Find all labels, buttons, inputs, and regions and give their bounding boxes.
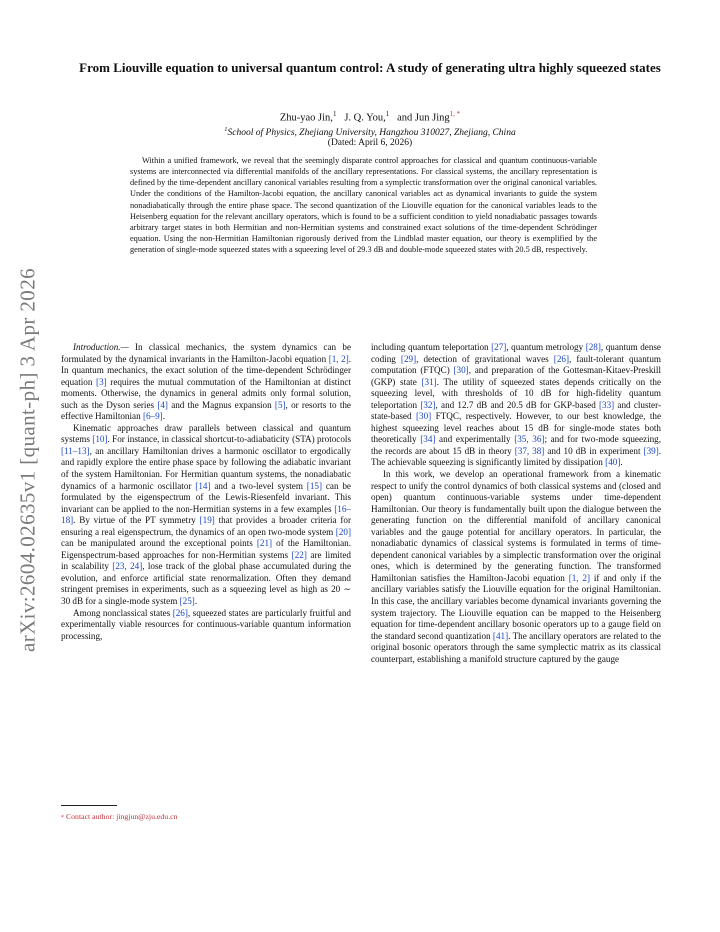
- body-text: and experimentally: [435, 434, 515, 445]
- citation-link[interactable]: [22]: [291, 549, 307, 560]
- body-text: . The ancillary operators are related to the original bosonic operators through the same symplectic matrix as its classical counterpart, establishing a manifold structure captured by the gauge: [371, 630, 661, 664]
- citation-link[interactable]: [6–9]: [142, 411, 163, 422]
- citation-link[interactable]: [39]: [643, 445, 659, 456]
- contact-author-link[interactable]: Contact author: jingjun@zju.edu.cn: [65, 812, 178, 821]
- citation-link[interactable]: [34]: [420, 434, 436, 445]
- paper-title: From Liouville equation to universal quantum control: A study of generating ultra highly squeezed states: [79, 60, 661, 75]
- body-text: .: [194, 596, 198, 607]
- body-text: of the Hamiltonian. Eigenspectrum-based approaches for non-Hermitian systems: [61, 538, 351, 560]
- body-text: . For instance, in classical shortcut-to-adiabaticity (STA) protocols: [107, 434, 352, 445]
- author-affiliation-mark: 1: [332, 110, 337, 118]
- body-text: can be manipulated around the exceptional points: [61, 538, 257, 549]
- body-text: , fault-tolerant quantum computation (FTQC): [371, 353, 661, 376]
- citation-link[interactable]: [32]: [420, 399, 436, 410]
- citation-link[interactable]: [25]: [179, 596, 195, 607]
- body-paragraph: [61, 423, 351, 608]
- body-text: In this work, we develop an operational framework from a kinematic respect to unify the control dynamics of both classical systems and (closed and open) quantum continuous-variable systems under time-dependent Hamiltonian. Our theory is fundamentally built upon the dialogue between the generating function on the differential manifold of ancillary canonical variables and the gauge potential for ancillary operators. In particular, the nonadiabatic dynamics of classical systems is formulated in terms of time-dependent canonical variables by a simplectic transformation over the original ones, which is determined by the generating function. The transformed Hamiltonian satisfies the Hamilton-Jacobi equation: [371, 469, 661, 583]
- body-text: and cluster-state-based: [371, 399, 661, 422]
- citation-link[interactable]: [1, 2]: [328, 353, 349, 364]
- body-text: . The achievable squeezing is significantly limited by dissipation: [371, 445, 662, 468]
- body-text: if and only if the ancillary variables satisfy the Liouville equation for the original Hamiltonian. In this case, the ancillary variables become dynamical invariants governing the system trajectory. The Liouville equation can be mapped to the Heisenberg equation for time-dependent ancillary bosonic operators up to a gauge field on the standard second quantization: [371, 572, 662, 641]
- citation-link[interactable]: [1, 2]: [568, 572, 591, 583]
- body-text: . In quantum mechanics, the exact solution of the time-dependent Schrödinger equation: [61, 353, 352, 387]
- body-text: , an ancillary Hamiltonian drives a harmonic oscillator to ergodically and rapidly explore the entire phase space by following the adiabatic invariant of the system Hamiltonian. For Hermitian quantum systems, the nonadiabatic dynamics of a harmonic oscillator: [61, 445, 351, 491]
- body-text: . By virtue of the PT symmetry: [73, 515, 200, 526]
- citation-link[interactable]: [11–13]: [61, 445, 90, 456]
- body-text: that provides a broader criteria for ensuring a real eigenspectrum, the dynamics of an open two-mode system: [61, 515, 351, 537]
- body-text: FTQC, respectively. However, to our best knowledge, the highest squeezing level reaches about 15 dB for single-mode states both theoretically: [371, 411, 661, 445]
- right-column: [371, 342, 661, 665]
- citation-link[interactable]: [29]: [400, 353, 417, 364]
- citation-link[interactable]: [19]: [199, 515, 215, 526]
- body-text: requires the mutual commutation of the Hamiltonian at distinct moments. Otherwise, the dynamics in general admits only formal solution, such as the Dyson series: [61, 376, 351, 410]
- body-text: , or resorts to the effective Hamiltonian: [61, 399, 351, 422]
- body-text: . The utility of squeezed states depends critically on the squeezing level, with thresholds of 10 dB for high-fidelity quantum teleportation: [371, 376, 661, 410]
- citation-link[interactable]: [3]: [96, 376, 107, 387]
- body-text: , lose track of the global phase accumulated during the evolution, and enforce artificial state renormalization. Often they demand stringent premises in experiments, such as a squeezing level as high as 20 ∼ 30 dB for a single-mode system: [61, 561, 351, 607]
- citation-link[interactable]: [5]: [274, 399, 286, 410]
- footnote-rule: [61, 805, 117, 806]
- citation-link[interactable]: [30]: [416, 411, 432, 422]
- citation-link[interactable]: [27]: [491, 342, 507, 352]
- citation-link[interactable]: [40]: [605, 457, 621, 468]
- citation-link[interactable]: [30]: [453, 365, 469, 376]
- body-text: including quantum teleportation: [371, 342, 492, 352]
- citation-link[interactable]: [15]: [306, 480, 322, 491]
- author-name: and Jun Jing: [397, 112, 450, 124]
- footnote-mark: *: [61, 815, 64, 821]
- footnote: [61, 812, 178, 821]
- citation-link[interactable]: [37, 38]: [514, 445, 545, 456]
- author-name: Zhu-yao Jin,: [279, 112, 333, 124]
- date-line: (Dated: April 6, 2026): [327, 138, 413, 148]
- body-text: Kinematic approaches draw parallels between classical and quantum systems: [61, 422, 351, 445]
- affiliation-mark: 1: [224, 126, 228, 133]
- body-text: and 10 dB in experiment: [544, 445, 644, 456]
- arxiv-identifier: [8, 250, 48, 670]
- body-paragraph: [371, 342, 661, 469]
- citation-link[interactable]: [20]: [335, 526, 351, 537]
- affiliation-text: School of Physics, Zhejiang University, Hangzhou 310027, Zhejiang, China: [227, 128, 516, 139]
- citation-link[interactable]: [41]: [492, 630, 509, 641]
- body-text: are limited in scalability: [61, 549, 351, 572]
- section-lead: Introduction.—: [73, 342, 129, 352]
- body-text: In classical mechanics, the system dynamics can be formulated by the dynamical invariants in the Hamilton-Jacobi equation: [61, 342, 351, 364]
- body-text: Among nonclassical states: [73, 607, 173, 618]
- left-column: [61, 342, 351, 642]
- body-text: , squeezed states are particularly fruitful and experimentally viable resources for continuous-variable quantum information processing,: [61, 607, 351, 641]
- body-text: ; and for two-mode squeezing, the records are about 15 dB in theory: [371, 434, 662, 456]
- citation-link[interactable]: [26]: [553, 353, 569, 364]
- body-paragraph: [61, 608, 351, 643]
- abstract: Within a unified framework, we reveal that the seemingly disparate control approaches for classical and quantum continuous-variable systems are interconnected via differential manifolds of the ancillary representations. For classical systems, the ancillary representation is defined by the time-dependent ancillary canonical variables resulting from a symplectic transformation over the original canonical variables. Under the conditions of the Hamilton-Jacobi equation, the ancillary canonical variables act as dynamical invariants to guide the system nonadiabatically through the entire phase space. The second quantization of the Liouville equation for the canonical variables leads to the Heisenberg equation for the relevant ancillary operators, which is found to be a sufficient condition to yield nonadiabatic passages towards arbitrary target states in both Hermitian and non-Hermitian systems and constrained exact solutions of the time-dependent Schrödinger equation. Using the non-Hermitian Hamiltonian rigorously derived from the Lindblad master equation, our theory is exemplified by the generation of single-mode squeezed states with a squeezing level of 29.3 dB and double-mode squeezed states with 20.5 dB, respectively.: [130, 156, 597, 255]
- body-paragraph: [371, 469, 661, 665]
- body-paragraph: [61, 342, 351, 423]
- author-affiliation-mark: 1: [385, 110, 390, 118]
- body-text: .: [620, 457, 623, 468]
- body-text: can be formulated by the eigenspectrum of the Lewis-Riesenfeld invariant. This invariant can be applied to the non-Hermitian systems in a few examples: [61, 480, 351, 514]
- citation-link[interactable]: [10]: [92, 434, 108, 445]
- body-text: .: [162, 411, 165, 422]
- citation-link[interactable]: [14]: [195, 480, 211, 491]
- citation-link[interactable]: [23, 24]: [112, 561, 143, 572]
- author-affiliation-mark: 1, *: [449, 110, 461, 118]
- citation-link[interactable]: [21]: [256, 538, 273, 549]
- body-text: and a two-level system: [210, 480, 307, 491]
- body-text: , and preparation of the Gottesman-Kitaev-Preskill (GKP) state: [371, 365, 661, 387]
- body-text: , quantum metrology: [506, 342, 586, 352]
- body-text: and the Magnus expansion: [167, 399, 275, 410]
- citation-link[interactable]: [16–18]: [61, 503, 351, 526]
- author-list: [70, 108, 670, 125]
- citation-link[interactable]: [28]: [585, 342, 601, 352]
- citation-link[interactable]: [26]: [172, 607, 188, 618]
- author-name: J. Q. You,: [344, 112, 386, 124]
- body-text: , detection of gravitational waves: [416, 353, 554, 364]
- body-text: , quantum dense coding: [371, 342, 661, 364]
- citation-link[interactable]: [31]: [421, 376, 437, 387]
- citation-link[interactable]: [33]: [599, 399, 615, 410]
- citation-link[interactable]: [4]: [157, 399, 168, 410]
- arxiv-identifier-text: arXiv:2604.02635v1 [quant-ph] 3 Apr 2026: [15, 267, 40, 653]
- citation-link[interactable]: [35, 36]: [514, 434, 545, 445]
- body-text: , and 12.7 dB and 20.5 dB for GKP-based: [435, 399, 600, 410]
